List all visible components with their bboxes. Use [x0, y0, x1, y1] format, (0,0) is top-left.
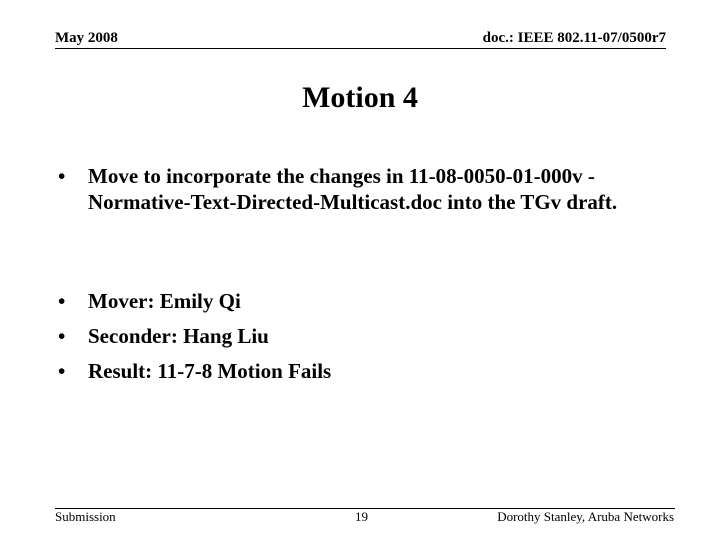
bullet-item [58, 358, 678, 384]
bullet-item [58, 288, 678, 314]
header-rule [55, 48, 666, 49]
seconder-text: Seconder: Hang Liu [88, 324, 269, 348]
bullet-dot: • [58, 324, 66, 348]
slide-title: Motion 4 [302, 81, 418, 114]
main-bullet-list [58, 163, 678, 224]
bullet-dot: • [58, 359, 66, 383]
footer-submission: Submission [55, 509, 116, 524]
bullet-text: Move to incorporate the changes in 11-08-0050-01-000v -Normative-Text-Directed-Multicast.doc into the TGv draft. [88, 164, 618, 214]
bullet-item [58, 163, 678, 215]
detail-bullet-list [58, 288, 678, 393]
bullet-dot: • [58, 164, 66, 188]
mover-text: Mover: Emily Qi [88, 289, 241, 313]
header-doc-id: doc.: IEEE 802.11-07/0500r7 [482, 30, 666, 46]
bullet-item [58, 323, 678, 349]
result-text: Result: 11-7-8 Motion Fails [88, 359, 332, 383]
header-date: May 2008 [55, 30, 118, 46]
footer-author: Dorothy Stanley, Aruba Networks [497, 509, 674, 524]
bullet-dot: • [58, 289, 66, 313]
footer-page-number: 19 [355, 509, 368, 524]
